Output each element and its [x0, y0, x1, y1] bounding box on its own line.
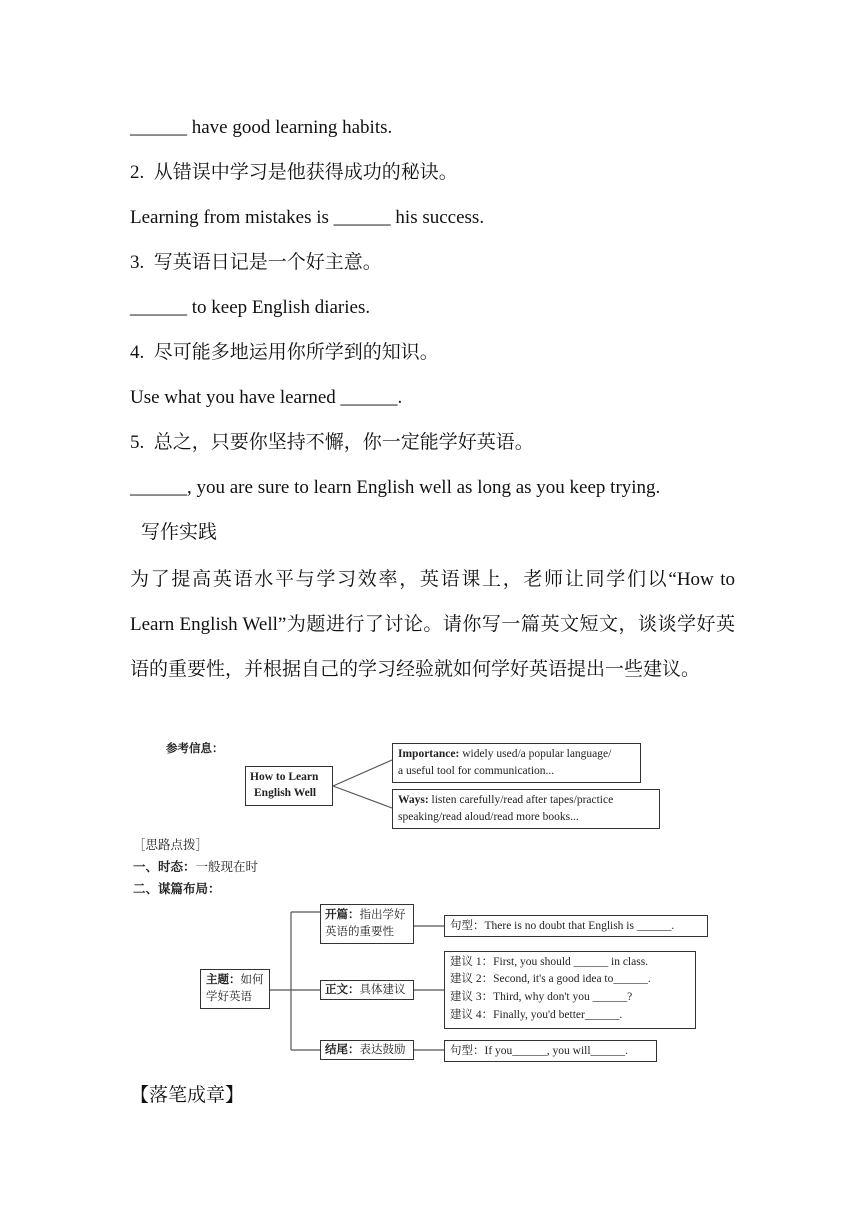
item-2-chinese-text: 从错误中学习是他获得成功的秘诀。: [153, 162, 458, 183]
outline-topic-line-1: [206, 973, 264, 988]
ending-pattern-box: [444, 1040, 657, 1062]
opening-text-2: 英语的重要性: [325, 926, 394, 938]
suggestions-box: [444, 951, 696, 1029]
ending-line: [325, 1043, 406, 1058]
opening-pattern-box: [444, 915, 708, 937]
body-label: 正文：: [325, 984, 360, 996]
item-4-chinese-text: 尽可能多地运用你所学到的知识。: [153, 342, 439, 363]
tense-label: 一、时态：: [133, 860, 196, 874]
ending-pattern: 句型：If you______, you will______.: [450, 1045, 628, 1057]
ending-box: [320, 1040, 414, 1060]
item-5-number: 5.: [130, 432, 145, 453]
ways-text: listen carefully/read after tapes/practice: [428, 794, 614, 806]
opening-pattern: 句型：There is no doubt that English is ______.: [450, 920, 675, 932]
opening-text-1: 指出学好: [359, 909, 406, 921]
guide-title: ［思路点拨］: [133, 838, 209, 852]
importance-text: widely used/a popular language/: [459, 748, 612, 760]
body-box: [320, 980, 414, 1000]
body-text: 具体建议: [359, 984, 406, 996]
importance-line-2: a useful tool for communication...: [398, 765, 555, 777]
ending-text: 表达鼓励: [359, 1044, 406, 1056]
outline-topic-text-1: 如何: [240, 974, 264, 986]
writing-prompt: 为了提高英语水平与学习效率，英语课上，老师让同学们以“How to Learn English Well”为题进行了讨论。请你写一篇英文短文，谈谈学好英语的重要性，并根据自己的学习经验就如何学好英语提出一些建议。: [130, 569, 735, 680]
item-1-english: ______ have good learning habits.: [130, 117, 393, 138]
item-4-number: 4.: [130, 342, 145, 363]
guide-layout-label: 二、谋篇布局：: [133, 882, 221, 896]
opening-label: 开篇：: [325, 909, 360, 921]
item-3-chinese-text: 写英语日记是一个好主意。: [153, 252, 382, 273]
section-title: 写作实践: [141, 522, 218, 543]
opening-box: [320, 904, 414, 944]
ending-label: 结尾：: [325, 1044, 360, 1056]
topic-line-2: English Well: [254, 787, 317, 799]
outline-topic-line-2: [206, 990, 252, 1005]
ways-heading: Ways:: [398, 794, 429, 806]
item-5-english: ______, you are sure to learn English well as long as you keep trying.: [130, 477, 661, 498]
item-3-number: 3.: [130, 252, 145, 273]
suggestion-2: 建议 2：Second, it's a good idea to______.: [450, 973, 651, 985]
item-5-chinese-text: 总之，只要你坚持不懈，你一定能学好英语。: [153, 432, 534, 453]
tense-value: 一般现在时: [195, 860, 259, 874]
item-2-english: Learning from mistakes is ______ his success.: [130, 207, 485, 228]
suggestion-4: 建议 4：Finally, you'd better______.: [450, 1009, 623, 1021]
closing-heading: 【落笔成章】: [130, 1085, 245, 1106]
body-line: [325, 983, 406, 998]
item-4-english: Use what you have learned ______.: [130, 387, 403, 408]
opening-line-1: [325, 908, 406, 923]
outline-topic-label: 主题：: [206, 974, 241, 986]
ways-line-2: speaking/read aloud/read more books...: [398, 811, 579, 823]
suggestion-1: 建议 1：First, you should ______ in class.: [450, 956, 649, 968]
item-3-english: ______ to keep English diaries.: [130, 297, 371, 318]
topic-line-1: How to Learn: [250, 771, 319, 783]
item-2-number: 2.: [130, 162, 145, 183]
importance-heading: Importance:: [398, 748, 460, 760]
suggestion-3: 建议 3：Third, why don't you ______?: [450, 991, 633, 1003]
outline-topic-text-2: 学好英语: [206, 991, 252, 1003]
outline-topic-box: [200, 969, 270, 1009]
reference-label: 参考信息：: [166, 743, 224, 755]
